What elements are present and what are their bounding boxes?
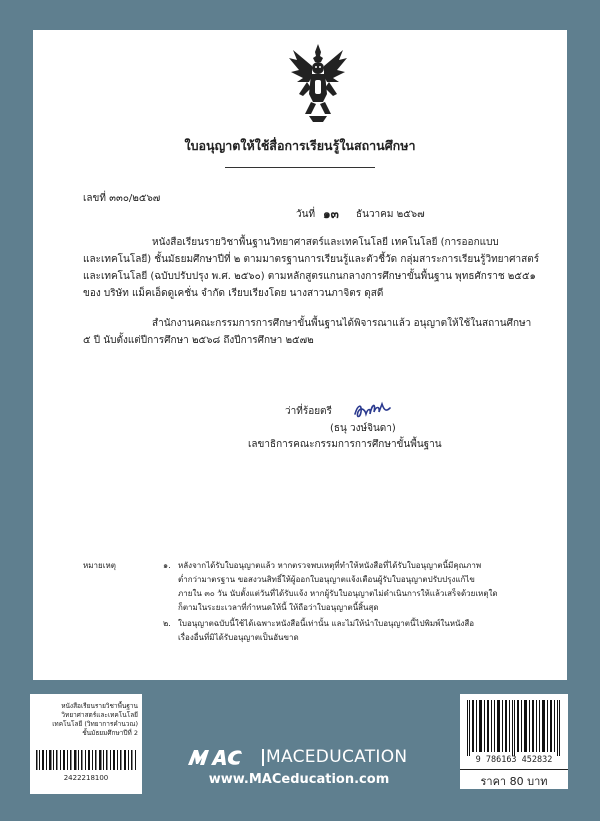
signer-name: (ธนุ วงษ์จินดา) — [330, 423, 396, 434]
website-link[interactable]: www.MACeducation.com — [208, 772, 390, 787]
note-1-line-2: ต่ำกว่ามาตรฐาน ขอสงวนสิทธิ์ให้ผู้ออกใบอนุญาตแจ้งเตือนผู้รับใบอนุญาตปรับปรุงแก้ไข — [178, 575, 475, 584]
isbn-barcode-box — [460, 694, 568, 789]
book-label-code: 2422218100 — [63, 774, 109, 782]
paragraph-1-line-1: หนังสือเรียนรายวิชาพื้นฐานวิทยาศาสตร์และเทคโนโลยี เทคโนโลยี (การออกแบบ — [152, 237, 499, 248]
isbn-digits: 9 786163 452832 — [475, 755, 553, 765]
paragraph-1-line-2: และเทคโนโลยี) ชั้นมัธยมศึกษาปีที่ ๒ ตามมาตรฐานการเรียนรู้และตัวชี้วัด กลุ่มสาระการเรียนรู้วิทยาศาสตร์ — [83, 254, 540, 265]
date-day: ๑๓ — [323, 207, 339, 221]
note-1-number: ๑. — [163, 561, 171, 570]
paragraph-1-line-3: และเทคโนโลยี (ฉบับปรับปรุง พ.ศ. ๒๕๖๐) ตามหลักสูตรแกนกลางการศึกษาขั้นพื้นฐาน พุทธศักราช ๒๕๕๑ — [83, 271, 536, 282]
price-label: ราคา 80 บาท — [460, 769, 568, 790]
signature-title: ว่าที่ร้อยตรี — [285, 406, 332, 417]
document-title: ใบอนุญาตให้ใช้สื่อการเรียนรู้ในสถานศึกษา — [184, 138, 416, 153]
paragraph-2-line-1: สำนักงานคณะกรรมการการศึกษาขั้นพื้นฐานได้พิจารณาแล้ว อนุญาตให้ใช้ในสถานศึกษา — [152, 318, 532, 329]
paragraph-2-line-2: ๕ ปี นับตั้งแต่ปีการศึกษา ๒๕๖๘ ถึงปีการศึกษา ๒๕๗๒ — [83, 335, 314, 346]
book-label-line: ชั้นมัธยมศึกษาปีที่ 2 — [82, 729, 138, 737]
note-1-line-3: ภายใน ๓๐ วัน นับตั้งแต่วันที่ได้รับแจ้ง หากผู้รับใบอนุญาตไม่ดำเนินการให้แล้วเสร็จด้วยเหตุใด — [178, 589, 498, 598]
book-label — [30, 694, 142, 794]
signature-icon — [352, 400, 392, 422]
license-document — [33, 30, 567, 680]
book-label-text — [34, 702, 138, 738]
mac-logo-icon — [186, 745, 260, 769]
garuda-emblem-icon — [287, 42, 349, 124]
book-label-line: หนังสือเรียนรายวิชาพื้นฐาน — [61, 702, 138, 710]
document-number: เลขที่ ๓๓๐/๒๕๖๗ — [83, 193, 161, 204]
book-label-line: เทคโนโลยี (วิทยาการคำนวณ) — [52, 720, 138, 728]
barcode-icon — [34, 750, 138, 770]
signer-position: เลขาธิการคณะกรรมการการศึกษาขั้นพื้นฐาน — [248, 439, 442, 450]
note-1-line-4: ก็ตามในระยะเวลาที่กำหนดให้นี้ ให้ถือว่าใบอนุญาตนี้สิ้นสุด — [178, 603, 379, 612]
date-rest: ธันวาคม ๒๕๖๗ — [356, 209, 425, 220]
barcode-icon — [466, 700, 562, 756]
note-1-line-1: หลังจากได้รับใบอนุญาตแล้ว หากตรวจพบเหตุที่ทำให้หนังสือที่ได้รับใบอนุญาตนี้มีคุณภาพ — [178, 561, 482, 570]
title-underline — [225, 167, 375, 168]
note-2-line-2: เรื่องอื่นที่มิได้รับอนุญาตเป็นอันขาด — [178, 633, 299, 642]
date-prefix: วันที่ — [296, 209, 316, 220]
note-2-line-1: ใบอนุญาตฉบับนี้ใช้ได้เฉพาะหนังสือนี้เท่านั้น และไม่ให้นำใบอนุญาตนี้ไปพิมพ์ในหนังสือ — [178, 619, 475, 628]
brand-name: MACEDUCATION — [266, 747, 408, 767]
brand-separator — [262, 749, 264, 766]
note-2-number: ๒. — [163, 619, 171, 628]
notes-label: หมายเหตุ — [83, 561, 116, 570]
book-label-line: วิทยาศาสตร์และเทคโนโลยี — [61, 711, 138, 719]
paragraph-1-line-4: ของ บริษัท แม็คเอ็ดดูเคชั่น จำกัด เรียบเรียงโดย นางสาวนภาจิตร ดุสดี — [83, 288, 384, 299]
